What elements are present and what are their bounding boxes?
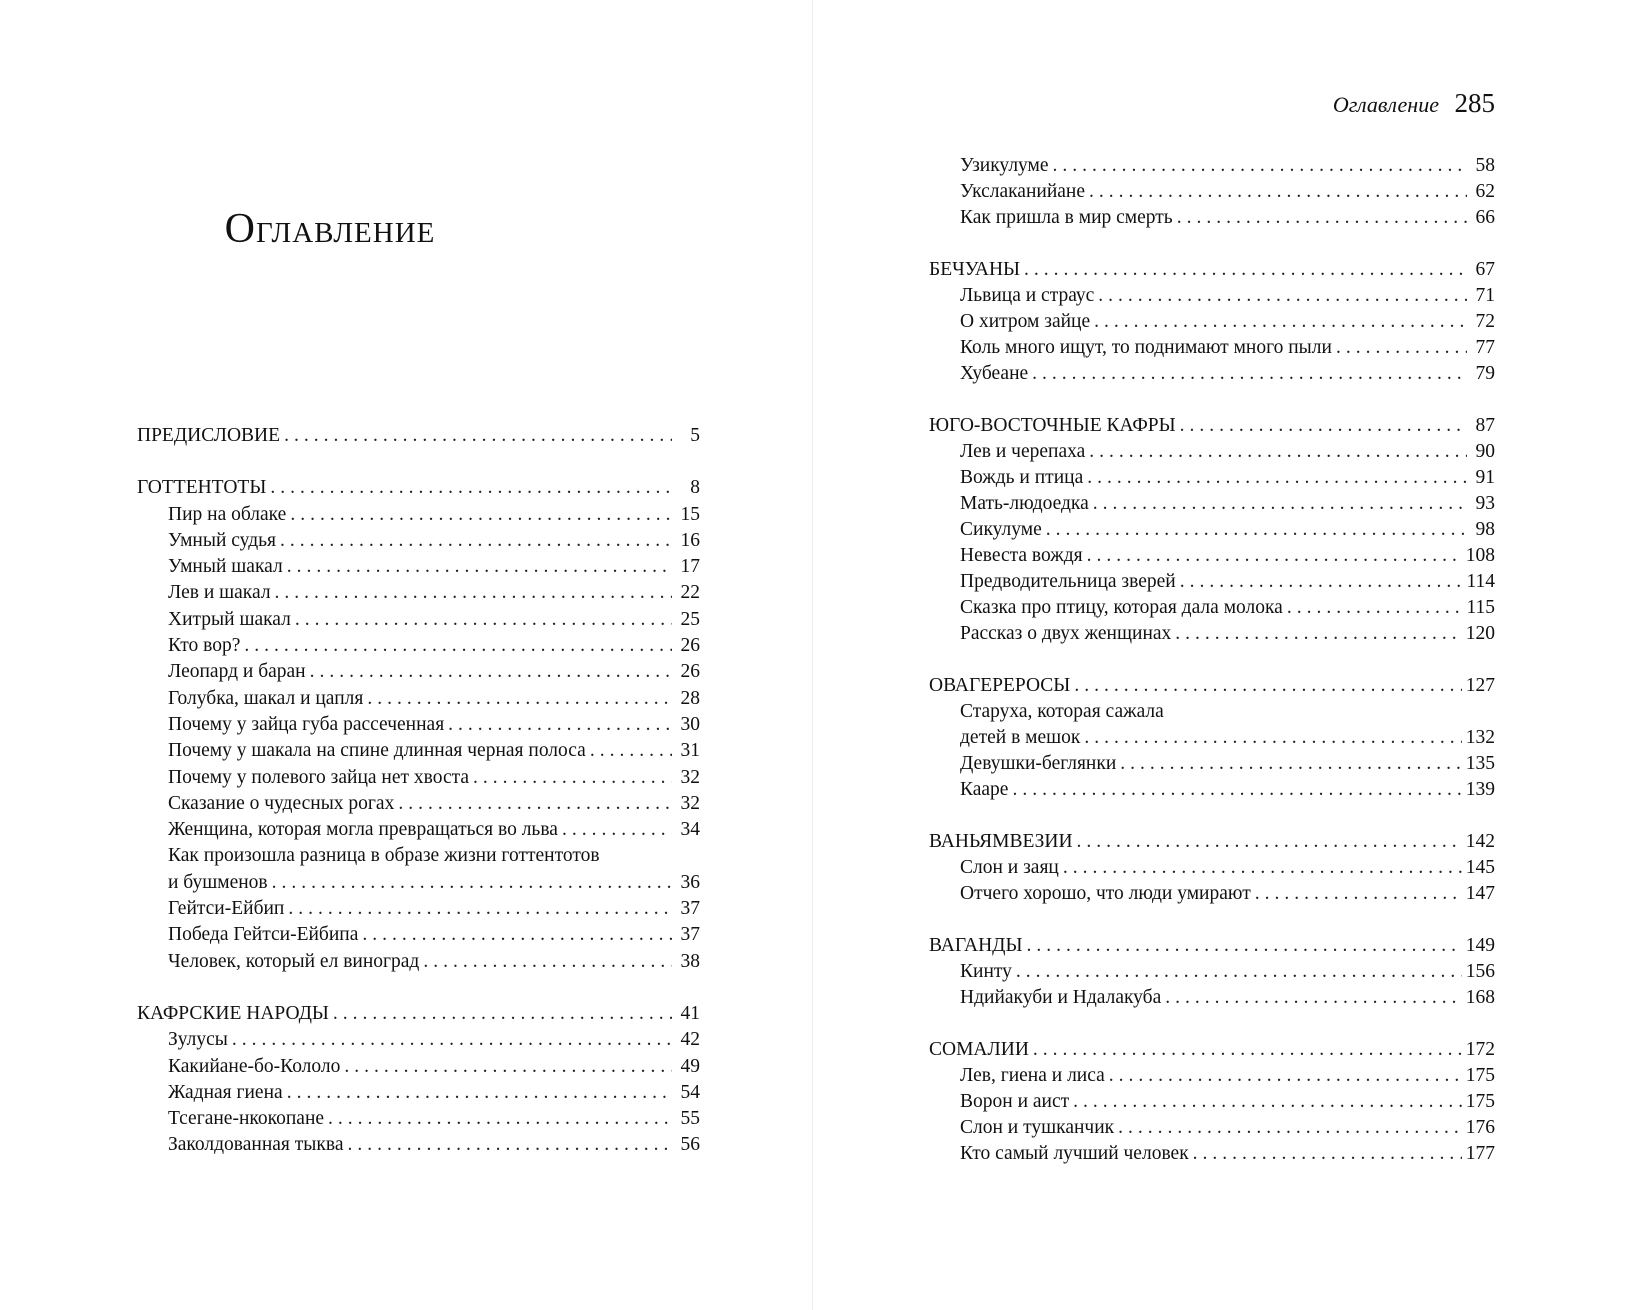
toc-entry-title: Женщина, которая могла превращаться во льва	[168, 819, 558, 841]
toc-entry	[929, 1141, 1495, 1167]
toc-entry	[929, 439, 1495, 465]
toc-entry-page: 177	[1465, 1143, 1495, 1164]
toc-entry	[929, 1063, 1495, 1089]
dot-leader	[1026, 933, 1461, 959]
page-number: 285	[1454, 88, 1495, 118]
toc-entry-page: 149	[1465, 935, 1495, 956]
toc-entry-page: 98	[1475, 519, 1495, 540]
toc-entry-title: Кто вор?	[168, 635, 241, 657]
toc-entry-page: 36	[680, 871, 700, 893]
toc-entry	[929, 751, 1495, 777]
toc-entry	[137, 712, 700, 738]
dot-leader	[590, 738, 672, 764]
toc-entry-title: Умный шакал	[168, 556, 283, 578]
toc-entry-page: 168	[1465, 987, 1495, 1008]
toc-list-right	[929, 153, 1495, 1167]
toc-entry-page: 120	[1465, 623, 1495, 644]
toc-entry-title: Победа Гейтси-Ейбипа	[168, 924, 359, 946]
dot-leader	[1093, 491, 1467, 517]
toc-entry-title: Лев и шакал	[168, 582, 271, 604]
dot-leader	[362, 922, 672, 948]
toc-entry-title: Заколдованная тыква	[168, 1134, 344, 1156]
toc-entry-page: 90	[1475, 441, 1495, 462]
toc-section-entry	[137, 1001, 700, 1027]
dot-leader	[1089, 179, 1467, 205]
toc-entry-page: 72	[1475, 311, 1495, 332]
dot-leader	[287, 554, 672, 580]
toc-entry-page: 147	[1465, 883, 1495, 904]
toc-entry	[137, 949, 700, 975]
dot-leader	[1287, 595, 1463, 621]
toc-entry	[137, 817, 700, 843]
toc-entry	[137, 791, 700, 817]
toc-entry-title: Коль много ищут, то поднимают много пыли	[960, 337, 1332, 358]
toc-entry-page: 5	[690, 425, 700, 446]
toc-entry-page: 66	[1475, 207, 1495, 228]
toc-section-entry	[929, 1037, 1495, 1063]
toc-entry-page: 15	[680, 503, 700, 525]
dot-leader	[1087, 465, 1467, 491]
dot-leader	[1193, 1141, 1462, 1167]
toc-list-left	[137, 423, 700, 1159]
toc-entry-title: Девушки-беглянки	[960, 753, 1117, 774]
toc-entry	[137, 922, 700, 948]
toc-entry-page: 8	[690, 477, 700, 499]
toc-entry-title: Хитрый шакал	[168, 608, 291, 630]
toc-entry-title: Сказка про птицу, которая дала молока	[960, 597, 1283, 618]
toc-entry	[137, 528, 700, 554]
toc-entry	[137, 1027, 700, 1053]
toc-entry-page: 56	[680, 1134, 700, 1156]
toc-entry-title: Слон и заяц	[960, 857, 1059, 878]
toc-entry-page: 115	[1466, 597, 1495, 618]
toc-entry-page: 22	[680, 582, 700, 604]
toc-entry-page: 41	[680, 1002, 700, 1024]
toc-entry-page: 26	[680, 661, 700, 683]
toc-entry-title: ГОТТЕНТОТЫ	[137, 477, 267, 499]
toc-entry-title: Старуха, которая сажала	[960, 701, 1164, 722]
toc-entry-title: Пир на облаке	[168, 503, 287, 525]
dot-leader	[367, 686, 672, 712]
dot-leader	[1336, 335, 1467, 361]
dot-leader	[1120, 751, 1461, 777]
toc-section-entry	[929, 673, 1495, 699]
toc-entry-title: ВАГАНДЫ	[929, 935, 1023, 956]
toc-entry-title: Хубеане	[960, 363, 1029, 384]
toc-entry-page: 34	[680, 819, 700, 841]
toc-entry	[137, 686, 700, 712]
toc-entry	[137, 896, 700, 922]
toc-entry	[929, 205, 1495, 231]
toc-entry	[929, 179, 1495, 205]
dot-leader	[347, 1132, 672, 1158]
dot-leader	[562, 817, 672, 843]
toc-entry-title: Отчего хорошо, что люди умирают	[960, 883, 1251, 904]
toc-entry-page: 25	[680, 608, 700, 630]
toc-entry-page: 62	[1475, 181, 1495, 202]
toc-entry-title: Рассказ о двух женщинах	[960, 623, 1172, 644]
toc-entry-title: КАФРСКИЕ НАРОДЫ	[137, 1002, 329, 1024]
toc-entry	[929, 153, 1495, 179]
toc-entry-title: Гейтси-Ейбип	[168, 898, 285, 920]
dot-leader	[270, 475, 672, 501]
toc-entry-page: 32	[680, 792, 700, 814]
toc-entry-page: 79	[1475, 363, 1495, 384]
toc-entry-page: 49	[680, 1055, 700, 1077]
toc-entry-page: 54	[680, 1081, 700, 1103]
toc-entry-title: Почему у полевого зайца нет хвоста	[168, 766, 470, 788]
toc-entry-page: 91	[1475, 467, 1495, 488]
toc-entry-title: Голубка, шакал и цапля	[168, 687, 364, 709]
toc-entry	[929, 465, 1495, 491]
toc-section-entry	[929, 829, 1495, 855]
dot-leader	[1016, 959, 1462, 985]
toc-entry-page: 176	[1465, 1117, 1495, 1138]
dot-leader	[1089, 439, 1467, 465]
toc-entry-page: 77	[1475, 337, 1495, 358]
toc-entry	[137, 659, 700, 685]
toc-entry-title: Укслаканийане	[960, 181, 1086, 202]
toc-entry-page: 38	[680, 950, 700, 972]
toc-entry-page: 108	[1465, 545, 1495, 566]
toc-entry-page: 67	[1475, 259, 1495, 280]
toc-entry-title: Жадная гиена	[168, 1081, 283, 1103]
toc-section-entry	[137, 475, 700, 501]
toc-entry	[929, 543, 1495, 569]
toc-entry-page: 114	[1466, 571, 1495, 592]
toc-entry-title: и бушменов	[168, 871, 268, 893]
toc-entry-title: Кааре	[960, 779, 1009, 800]
toc-entry-page: 156	[1465, 961, 1495, 982]
dot-leader	[1255, 881, 1462, 907]
dot-leader	[1118, 1115, 1462, 1141]
toc-entry-title: Человек, который ел виноград	[168, 950, 420, 972]
toc-entry	[929, 569, 1495, 595]
toc-entry-title: ПРЕДИСЛОВИЕ	[137, 425, 281, 446]
dot-leader	[244, 633, 672, 659]
toc-entry-title: Тсегане-нкокопане	[168, 1108, 325, 1130]
dot-leader	[333, 1001, 672, 1027]
toc-entry-title: Леопард и баран	[168, 661, 306, 683]
dot-leader	[1165, 985, 1462, 1011]
toc-entry-title: Сказание о чудесных рогах	[168, 792, 395, 814]
toc-section-entry	[929, 257, 1495, 283]
toc-entry	[137, 554, 700, 580]
toc-entry-page: 37	[680, 898, 700, 920]
dot-leader	[1177, 205, 1467, 231]
toc-entry	[929, 855, 1495, 881]
toc-entry-page: 142	[1465, 831, 1495, 852]
toc-entry-page: 71	[1475, 285, 1495, 306]
toc-entry	[137, 738, 700, 764]
toc-entry	[137, 502, 700, 528]
toc-entry-title: Кто самый лучший человек	[960, 1143, 1189, 1164]
toc-entry	[137, 1054, 700, 1080]
toc-entry-title: Мать-людоедка	[960, 493, 1089, 514]
toc-entry	[929, 699, 1495, 725]
dot-leader	[344, 1054, 672, 1080]
toc-entry-page: 172	[1465, 1039, 1495, 1060]
dot-leader	[1175, 621, 1461, 647]
toc-entry	[929, 517, 1495, 543]
toc-entry-title: Вождь и птица	[960, 467, 1084, 488]
toc-section-entry	[929, 413, 1495, 439]
toc-entry	[137, 607, 700, 633]
toc-entry-title: Невеста вождя	[960, 545, 1083, 566]
dot-leader	[290, 502, 672, 528]
toc-entry-title: Кинту	[960, 961, 1012, 982]
dot-leader	[310, 659, 672, 685]
dot-leader	[398, 791, 672, 817]
toc-entry	[137, 1132, 700, 1158]
toc-entry	[137, 843, 700, 869]
toc-entry-title: Ндийакуби и Ндалакуба	[960, 987, 1162, 1008]
toc-entry-title: Почему у шакала на спине длинная черная полоса	[168, 740, 586, 762]
toc-entry	[929, 621, 1495, 647]
dot-leader	[272, 870, 672, 896]
running-head	[1333, 88, 1495, 119]
toc-entry-title: Сикулуме	[960, 519, 1042, 540]
dot-leader	[1073, 1089, 1462, 1115]
toc-entry	[137, 870, 700, 896]
dot-leader	[1098, 283, 1467, 309]
toc-entry-title: Как произошла разница в образе жизни готтентотов	[168, 845, 600, 867]
toc-entry	[137, 633, 700, 659]
toc-entry-page: 145	[1465, 857, 1495, 878]
toc-entry	[137, 580, 700, 606]
dot-leader	[1024, 257, 1467, 283]
toc-entry-page: 55	[680, 1108, 700, 1130]
toc-entry	[929, 777, 1495, 803]
toc-entry-title: ЮГО-ВОСТОЧНЫЕ КАФРЫ	[929, 415, 1176, 436]
dot-leader	[328, 1106, 672, 1132]
toc-entry-page: 26	[680, 635, 700, 657]
toc-entry	[929, 309, 1495, 335]
dot-leader	[1053, 153, 1467, 179]
toc-entry-page: 87	[1475, 415, 1495, 436]
toc-entry-title: Почему у зайца губа рассеченная	[168, 713, 445, 735]
dot-leader	[423, 949, 672, 975]
toc-entry	[929, 1115, 1495, 1141]
dot-leader	[1033, 1037, 1462, 1063]
toc-entry-title: детей в мешок	[960, 727, 1081, 748]
toc-entry-page: 175	[1465, 1065, 1495, 1086]
dot-leader	[1109, 1063, 1462, 1089]
toc-entry-page: 16	[680, 529, 700, 551]
toc-entry-title: Львица и страус	[960, 285, 1095, 306]
dot-leader	[1087, 543, 1462, 569]
toc-entry	[137, 765, 700, 791]
toc-entry-page: 31	[680, 740, 700, 762]
toc-entry	[929, 725, 1495, 751]
left-page	[0, 0, 812, 1310]
toc-entry	[929, 361, 1495, 387]
toc-entry	[929, 985, 1495, 1011]
toc-entry-page: 132	[1465, 727, 1495, 748]
toc-entry-page: 127	[1465, 675, 1495, 696]
toc-entry-page: 58	[1475, 155, 1495, 176]
dot-leader	[1074, 673, 1461, 699]
toc-entry	[929, 335, 1495, 361]
page-title: Оглавление	[224, 206, 436, 252]
toc-entry	[929, 959, 1495, 985]
dot-leader	[1180, 413, 1467, 439]
toc-entry-title: Умный судья	[168, 529, 276, 551]
toc-entry	[137, 1080, 700, 1106]
toc-entry	[929, 1089, 1495, 1115]
toc-entry-title: Зулусы	[168, 1029, 228, 1051]
toc-entry-title: Слон и тушканчик	[960, 1117, 1115, 1138]
toc-entry	[137, 1106, 700, 1132]
dot-leader	[473, 765, 672, 791]
toc-entry-page: 175	[1465, 1091, 1495, 1112]
toc-entry-title: Ворон и аист	[960, 1091, 1070, 1112]
toc-entry-title: Лев и черепаха	[960, 441, 1086, 462]
dot-leader	[288, 896, 672, 922]
dot-leader	[1032, 361, 1467, 387]
toc-entry	[929, 595, 1495, 621]
toc-entry-title: СОМАЛИИ	[929, 1039, 1029, 1060]
dot-leader	[232, 1027, 672, 1053]
toc-entry-title: Как пришла в мир смерть	[960, 207, 1173, 228]
toc-entry-title: ОВАГЕРЕРОСЫ	[929, 675, 1071, 696]
toc-entry-page: 42	[680, 1029, 700, 1051]
running-head-title: Оглавление	[1332, 92, 1439, 117]
dot-leader	[1077, 829, 1462, 855]
toc-entry-title: БЕЧУАНЫ	[929, 259, 1021, 280]
toc-entry-title: Узикулуме	[960, 155, 1049, 176]
toc-entry-title: Какийане-бо-Кололо	[168, 1055, 341, 1077]
toc-entry-page: 135	[1465, 753, 1495, 774]
toc-entry-page: 139	[1465, 779, 1495, 800]
toc-entry-title: Лев, гиена и лиса	[960, 1065, 1105, 1086]
dot-leader	[1084, 725, 1461, 751]
toc-entry	[929, 491, 1495, 517]
dot-leader	[1012, 777, 1461, 803]
toc-entry	[929, 283, 1495, 309]
dot-leader	[280, 528, 672, 554]
dot-leader	[1094, 309, 1467, 335]
toc-entry-page: 93	[1475, 493, 1495, 514]
toc-entry	[929, 881, 1495, 907]
toc-section-entry	[137, 423, 700, 449]
dot-leader	[1063, 855, 1462, 881]
toc-entry-page: 30	[680, 713, 700, 735]
toc-entry-title: ВАНЬЯМВЕЗИИ	[929, 831, 1073, 852]
toc-section-entry	[929, 933, 1495, 959]
toc-entry-page: 28	[680, 687, 700, 709]
dot-leader	[448, 712, 672, 738]
dot-leader	[284, 423, 672, 449]
toc-entry-page: 37	[680, 924, 700, 946]
toc-entry-page: 17	[680, 556, 700, 578]
toc-entry-title: О хитром зайце	[960, 311, 1091, 332]
dot-leader	[275, 580, 672, 606]
dot-leader	[1180, 569, 1463, 595]
dot-leader	[287, 1080, 672, 1106]
dot-leader	[1046, 517, 1467, 543]
toc-entry-page: 32	[680, 766, 700, 788]
dot-leader	[295, 607, 672, 633]
toc-entry-title: Предводительница зверей	[960, 571, 1176, 592]
